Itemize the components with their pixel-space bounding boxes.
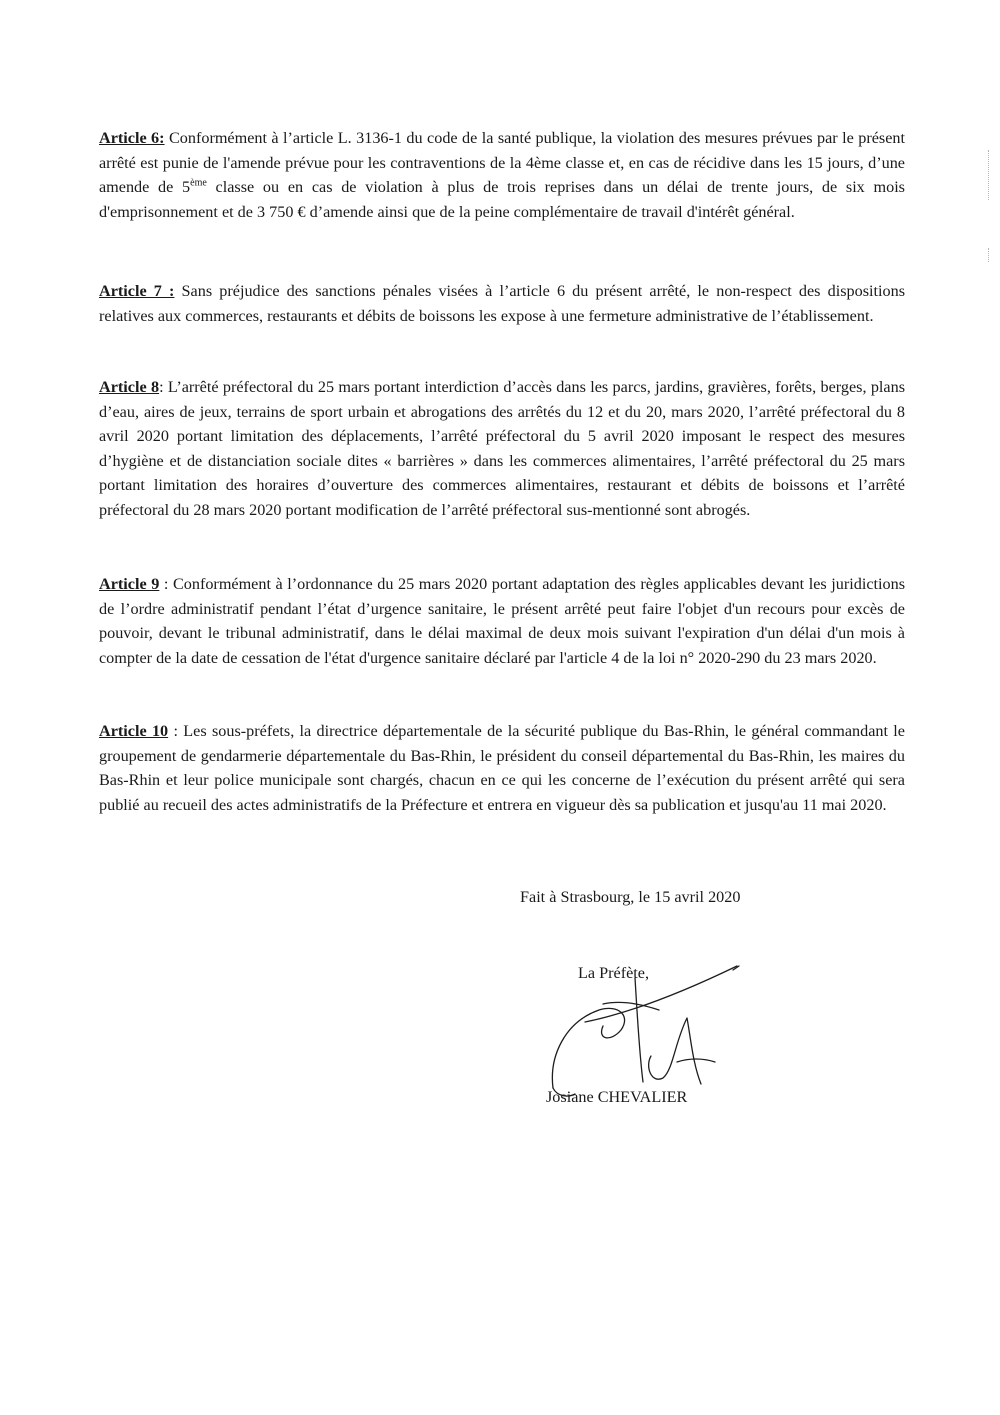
- article-6-text-a: Conformément à l’article L. 3136-1 du code de la santé publique, la violation des mesures prévues par le présent arrêté est punie de l'amende prévue pour les contraventions de la 4ème classe et, en cas de récidive dans les 15 jours, d’une amende de 5: [99, 129, 905, 196]
- article-8-text: : L’arrêté préfectoral du 25 mars portant interdiction d’accès dans les parcs, jardins, gravières, forêts, berges, plans d’eau, aires de jeux, terrains de sport urbain et abrogations des arrêtés du 12 et du 20, mars 2020, l’arrêté préfectoral du 8 avril 2020 portant limitation des déplacements, l’arrêté préfectoral du 5 avril 2020 imposant le respect des mesures d’hygiène et de distanciation sociale dites « barrières » dans les commerces alimentaires, l’arrêté préfectoral du 25 mars portant limitation des horaires d’ouverture des commerces alimentaires, restaurant et débits de boissons et l’arrêté préfectoral du 28 mars 2020 portant modification de l’arrêté préfectoral sus-mentionné sont abrogés.: [99, 378, 905, 519]
- article-9-text: : Conformément à l’ordonnance du 25 mars 2020 portant adaptation des règles applicables devant les juridictions de l’ordre administratif pendant l’état d’urgence sanitaire, le présent arrêté peut faire l'objet d'un recours pour excès de pouvoir, devant le tribunal administratif, dans le délai maximal de deux mois suivant l'expiration d'un délai d'un mois à compter de la date de cessation de l'état d'urgence sanitaire déclaré par l'article 4 de la loi n° 2020-290 du 23 mars 2020.: [99, 575, 905, 667]
- place-date: Fait à Strasbourg, le 15 avril 2020: [520, 888, 741, 906]
- article-10: [99, 719, 905, 817]
- scan-edge-mark: [988, 248, 990, 262]
- article-10-heading: Article 10: [99, 722, 169, 740]
- article-7-heading: Article 7 :: [99, 282, 175, 300]
- scan-edge-mark: [988, 150, 990, 200]
- article-9: [99, 572, 905, 670]
- article-8-heading: Article 8: [99, 378, 160, 396]
- article-6-superscript: ème: [190, 177, 207, 189]
- article-8: [99, 375, 905, 522]
- article-9-heading: Article 9: [99, 575, 160, 593]
- article-6-heading: Article 6:: [99, 129, 165, 147]
- article-6-text-b: classe ou en cas de violation à plus de trois reprises dans un délai de trente jours, de six mois d'emprisonnement et de 3 750 € d’amende ainsi que de la peine complémentaire de travail d'intérêt général.: [99, 178, 905, 221]
- signatory-title: La Préfète,: [578, 964, 650, 982]
- article-10-text: : Les sous-préfets, la directrice départementale de la sécurité publique du Bas-Rhin, le général commandant le groupement de gendarmerie départementale du Bas-Rhin, le président du conseil départemental du Bas-Rhin, les maires du Bas-Rhin et leur police municipale sont chargés, chacun en ce qui les concerne de l’exécution du présent arrêté qui sera publié au recueil des actes administratifs de la Préfecture et entrera en vigueur dès sa publication et jusqu'au 11 mai 2020.: [99, 722, 905, 814]
- article-6: [99, 126, 905, 224]
- signatory-name: Josiane CHEVALIER: [546, 1088, 688, 1106]
- article-7: [99, 279, 905, 328]
- article-7-text: Sans préjudice des sanctions pénales visées à l’article 6 du présent arrêté, le non-respect des dispositions relatives aux commerces, restaurants et débits de boissons les expose à une fermeture administrative de l’établissement.: [99, 282, 905, 325]
